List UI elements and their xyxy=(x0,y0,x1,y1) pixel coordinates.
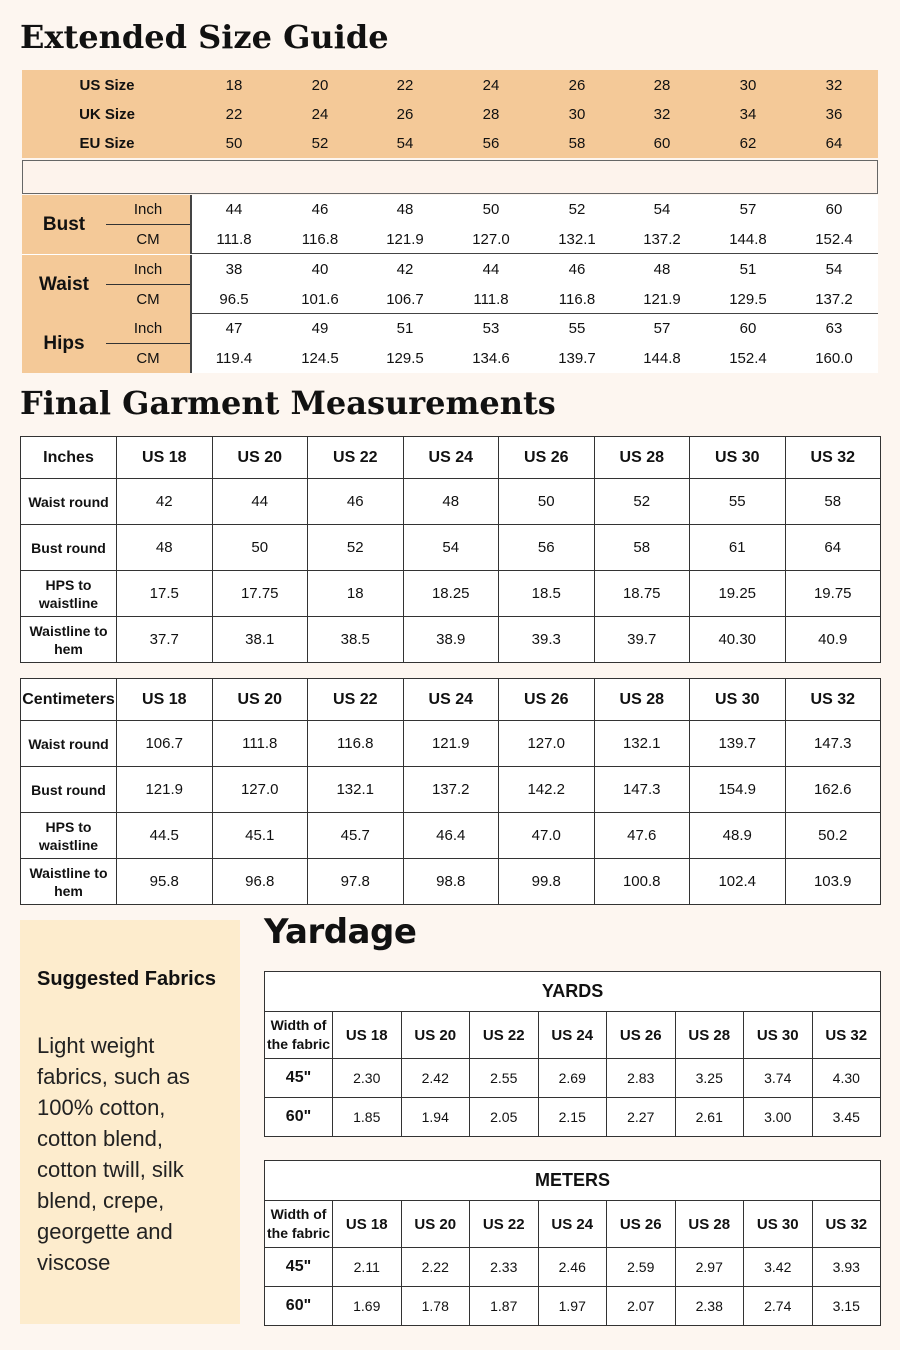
cell-value: 38.9 xyxy=(403,617,499,663)
table-row xyxy=(21,859,881,905)
fabrics-heading: Suggested Fabrics xyxy=(37,968,216,990)
cm-value: 111.8 xyxy=(216,231,252,248)
cm-value: 129.5 xyxy=(386,350,424,367)
cell-value: 2.55 xyxy=(470,1059,539,1098)
cm-value: 106.7 xyxy=(386,290,424,308)
cell-value: 18.25 xyxy=(403,571,499,617)
cell-value: 102.4 xyxy=(690,859,786,905)
cell-value: 19.25 xyxy=(690,571,786,617)
cm-value: 116.8 xyxy=(301,231,339,248)
size-column-header: US 26 xyxy=(499,437,595,479)
cell-value: 2.83 xyxy=(607,1059,676,1098)
size-value: 24 xyxy=(482,77,500,94)
cell-value: 162.6 xyxy=(785,767,881,813)
cell-value: 38.1 xyxy=(212,617,308,663)
row-label: Waistline to hem xyxy=(21,859,117,905)
size-value: 18 xyxy=(225,77,243,94)
row-label: Waist round xyxy=(21,479,117,525)
size-column-header: US 30 xyxy=(744,1012,813,1059)
size-column-header: US 20 xyxy=(212,437,308,479)
cm-value: 96.5 xyxy=(219,290,249,308)
cell-value: 44 xyxy=(212,479,308,525)
cell-value: 95.8 xyxy=(117,859,213,905)
cell-value: 50 xyxy=(499,479,595,525)
cell-value: 1.94 xyxy=(401,1098,470,1137)
cell-value: 44.5 xyxy=(117,813,213,859)
cell-value: 132.1 xyxy=(594,721,690,767)
header-row xyxy=(265,1201,881,1248)
cell-value: 3.25 xyxy=(675,1059,744,1098)
unit-header: Inches xyxy=(21,437,117,479)
size-column-header: US 22 xyxy=(470,1201,539,1248)
cell-value: 100.8 xyxy=(594,859,690,905)
unit-cm-label: CM xyxy=(136,350,160,367)
cell-value: 50.2 xyxy=(785,813,881,859)
cm-value: 144.8 xyxy=(729,231,767,248)
yardage-yards-table xyxy=(264,971,881,1137)
cell-value: 52 xyxy=(594,479,690,525)
cell-value: 2.61 xyxy=(675,1098,744,1137)
size-value: 30 xyxy=(739,77,757,94)
size-column-header: US 22 xyxy=(308,679,404,721)
inch-value: 44 xyxy=(225,201,243,218)
fabric-width-label: 45" xyxy=(265,1059,333,1098)
cell-value: 3.15 xyxy=(812,1287,881,1326)
fabrics-body: Light weight fabrics, such as 100% cotton, cotton blend, cotton twill, silk blend, crepe, georgette and viscose xyxy=(37,1033,190,1275)
size-column-header: US 32 xyxy=(785,437,881,479)
cell-value: 42 xyxy=(117,479,213,525)
cm-value: 137.2 xyxy=(815,290,853,308)
inch-value: 48 xyxy=(653,260,671,278)
cell-value: 2.38 xyxy=(675,1287,744,1326)
table-row xyxy=(21,813,881,859)
size-row-label: EU Size xyxy=(79,135,135,152)
table-row xyxy=(265,1098,881,1137)
size-column-header: US 28 xyxy=(675,1012,744,1059)
inch-value: 57 xyxy=(653,320,671,337)
fabric-width-label: 60" xyxy=(265,1287,333,1326)
inch-value: 42 xyxy=(396,260,414,278)
fabrics-panel xyxy=(20,920,240,1324)
cell-value: 98.8 xyxy=(403,859,499,905)
size-column-header: US 24 xyxy=(403,679,499,721)
cm-value: 152.4 xyxy=(729,350,767,367)
cell-value: 2.30 xyxy=(333,1059,402,1098)
cm-value: 116.8 xyxy=(558,290,596,308)
cell-value: 47.0 xyxy=(499,813,595,859)
inch-value: 57 xyxy=(739,201,757,218)
size-column-header: US 20 xyxy=(401,1012,470,1059)
cm-value: 134.6 xyxy=(472,350,510,367)
size-column-header: US 28 xyxy=(594,679,690,721)
table-row xyxy=(265,1248,881,1287)
table-row xyxy=(21,721,881,767)
size-row xyxy=(22,100,878,129)
measure-group-hips xyxy=(22,314,878,373)
cell-value: 38.5 xyxy=(308,617,404,663)
header-row xyxy=(21,437,881,479)
size-row-label: UK Size xyxy=(79,106,135,123)
unit-cm-label: CM xyxy=(136,290,160,308)
size-value: 64 xyxy=(825,135,843,152)
garment-title: Final Garment Measurements xyxy=(20,384,556,422)
cell-value: 56 xyxy=(499,525,595,571)
row-label: Waistline to hem xyxy=(21,617,117,663)
row-label: Bust round xyxy=(21,525,117,571)
inch-value: 63 xyxy=(825,320,843,337)
table-row xyxy=(21,767,881,813)
row-label: HPS to waistline xyxy=(21,571,117,617)
inch-value: 51 xyxy=(739,260,757,278)
size-column-header: US 26 xyxy=(499,679,595,721)
size-column-header: US 30 xyxy=(690,437,786,479)
size-value: 30 xyxy=(568,106,586,123)
size-column-header: US 24 xyxy=(538,1012,607,1059)
size-column-header: US 18 xyxy=(333,1201,402,1248)
body-measurements-block xyxy=(22,195,878,373)
yardage-title: Yardage xyxy=(264,912,417,952)
cell-value: 127.0 xyxy=(212,767,308,813)
cell-value: 106.7 xyxy=(117,721,213,767)
cell-value: 3.42 xyxy=(744,1248,813,1287)
cell-value: 18.5 xyxy=(499,571,595,617)
cell-value: 116.8 xyxy=(308,721,404,767)
cell-value: 142.2 xyxy=(499,767,595,813)
cell-value: 48 xyxy=(117,525,213,571)
cell-value: 19.75 xyxy=(785,571,881,617)
inch-value: 51 xyxy=(396,320,414,337)
size-column-header: US 28 xyxy=(594,437,690,479)
size-value: 24 xyxy=(311,106,329,123)
cm-value: 160.0 xyxy=(815,350,853,367)
size-row xyxy=(22,129,878,158)
fabric-width-label: 45" xyxy=(265,1248,333,1287)
cell-value: 2.11 xyxy=(333,1248,402,1287)
cm-value: 119.4 xyxy=(215,350,253,367)
garment-cm-table xyxy=(20,678,881,905)
unit-title: YARDS xyxy=(265,972,881,1012)
size-column-header: US 18 xyxy=(333,1012,402,1059)
size-column-header: US 24 xyxy=(538,1201,607,1248)
cell-value: 3.74 xyxy=(744,1059,813,1098)
size-value: 32 xyxy=(825,77,843,94)
cell-value: 52 xyxy=(308,525,404,571)
cell-value: 154.9 xyxy=(690,767,786,813)
cell-value: 111.8 xyxy=(212,721,308,767)
cell-value: 18 xyxy=(308,571,404,617)
cell-value: 1.69 xyxy=(333,1287,402,1326)
table-row xyxy=(21,525,881,571)
inch-value: 53 xyxy=(482,320,500,337)
size-value: 34 xyxy=(739,106,757,123)
inch-value: 54 xyxy=(653,201,671,218)
row-label: HPS to waistline xyxy=(21,813,117,859)
cell-value: 58 xyxy=(594,525,690,571)
cell-value: 127.0 xyxy=(499,721,595,767)
cell-value: 46.4 xyxy=(403,813,499,859)
size-column-header: US 30 xyxy=(690,679,786,721)
cell-value: 17.5 xyxy=(117,571,213,617)
size-column-header: US 26 xyxy=(607,1201,676,1248)
cell-value: 99.8 xyxy=(499,859,595,905)
cell-value: 147.3 xyxy=(785,721,881,767)
cell-value: 2.33 xyxy=(470,1248,539,1287)
cell-value: 40.30 xyxy=(690,617,786,663)
cell-value: 147.3 xyxy=(594,767,690,813)
size-guide-title: Extended Size Guide xyxy=(20,18,389,56)
cm-value: 139.7 xyxy=(558,350,596,367)
cell-value: 137.2 xyxy=(403,767,499,813)
cell-value: 1.85 xyxy=(333,1098,402,1137)
cm-value: 137.2 xyxy=(643,231,681,248)
cell-value: 45.1 xyxy=(212,813,308,859)
cell-value: 97.8 xyxy=(308,859,404,905)
size-column-header: US 32 xyxy=(785,679,881,721)
cm-value: 111.8 xyxy=(473,290,509,308)
cell-value: 18.75 xyxy=(594,571,690,617)
table-row xyxy=(265,1059,881,1098)
size-column-header: US 22 xyxy=(470,1012,539,1059)
cell-value: 48 xyxy=(403,479,499,525)
cell-value: 40.9 xyxy=(785,617,881,663)
table-row xyxy=(21,617,881,663)
width-header: Width of the fabric xyxy=(265,1201,333,1248)
cell-value: 3.93 xyxy=(812,1248,881,1287)
size-column-header: US 24 xyxy=(403,437,499,479)
cell-value: 1.78 xyxy=(401,1287,470,1326)
cell-value: 121.9 xyxy=(403,721,499,767)
cell-value: 54 xyxy=(403,525,499,571)
measure-name: Waist xyxy=(39,273,89,295)
size-value: 26 xyxy=(568,77,586,94)
size-column-header: US 30 xyxy=(744,1201,813,1248)
inch-value: 40 xyxy=(311,260,329,278)
size-value: 56 xyxy=(482,135,500,152)
inch-value: 49 xyxy=(311,320,329,337)
inch-value: 54 xyxy=(825,260,843,278)
cell-value: 37.7 xyxy=(117,617,213,663)
inch-value: 50 xyxy=(482,201,500,218)
cm-value: 101.6 xyxy=(301,290,339,308)
cell-value: 121.9 xyxy=(117,767,213,813)
unit-header: Centimeters xyxy=(21,679,117,721)
unit-title: METERS xyxy=(265,1161,881,1201)
row-label: Bust round xyxy=(21,767,117,813)
cell-value: 47.6 xyxy=(594,813,690,859)
cm-value: 127.0 xyxy=(472,231,510,248)
width-header: Width of the fabric xyxy=(265,1012,333,1059)
cell-value: 139.7 xyxy=(690,721,786,767)
cell-value: 4.30 xyxy=(812,1059,881,1098)
cell-value: 2.15 xyxy=(538,1098,607,1137)
cell-value: 3.00 xyxy=(744,1098,813,1137)
cell-value: 2.07 xyxy=(607,1287,676,1326)
cm-value: 121.9 xyxy=(386,231,424,248)
cell-value: 58 xyxy=(785,479,881,525)
inch-value: 46 xyxy=(568,260,586,278)
table-row xyxy=(265,1287,881,1326)
cell-value: 1.87 xyxy=(470,1287,539,1326)
unit-inch-label: Inch xyxy=(133,260,163,278)
size-column-header: US 26 xyxy=(607,1012,676,1059)
size-column-header: US 32 xyxy=(812,1201,881,1248)
inch-value: 47 xyxy=(225,320,243,337)
unit-inch-label: Inch xyxy=(133,320,163,337)
size-conversion-block xyxy=(22,70,878,158)
cell-value: 2.22 xyxy=(401,1248,470,1287)
size-column-header: US 32 xyxy=(812,1012,881,1059)
cell-value: 46 xyxy=(308,479,404,525)
measure-name: Hips xyxy=(43,333,85,354)
cell-value: 2.59 xyxy=(607,1248,676,1287)
size-value: 26 xyxy=(396,106,414,123)
inch-value: 48 xyxy=(396,201,414,218)
garment-inches-table xyxy=(20,436,881,663)
cell-value: 55 xyxy=(690,479,786,525)
size-column-header: US 20 xyxy=(212,679,308,721)
size-column-header: US 22 xyxy=(308,437,404,479)
size-value: 54 xyxy=(396,135,414,152)
header-row xyxy=(21,679,881,721)
size-column-header: US 18 xyxy=(117,679,213,721)
size-value: 60 xyxy=(653,135,671,152)
cell-value: 39.3 xyxy=(499,617,595,663)
header-row xyxy=(265,1012,881,1059)
cell-value: 132.1 xyxy=(308,767,404,813)
fabric-width-label: 60" xyxy=(265,1098,333,1137)
cell-value: 2.74 xyxy=(744,1287,813,1326)
size-column-header: US 18 xyxy=(117,437,213,479)
cm-value: 144.8 xyxy=(643,350,681,367)
cell-value: 1.97 xyxy=(538,1287,607,1326)
cell-value: 17.75 xyxy=(212,571,308,617)
measure-group-waist xyxy=(22,255,878,314)
inch-value: 46 xyxy=(311,201,329,218)
cell-value: 2.69 xyxy=(538,1059,607,1098)
cell-value: 96.8 xyxy=(212,859,308,905)
size-value: 52 xyxy=(311,135,329,152)
cell-value: 39.7 xyxy=(594,617,690,663)
size-value: 50 xyxy=(225,135,243,152)
size-column-header: US 20 xyxy=(401,1201,470,1248)
size-value: 62 xyxy=(739,135,757,152)
spacer-row xyxy=(22,160,878,194)
table-row xyxy=(21,479,881,525)
inch-value: 52 xyxy=(568,201,586,218)
cell-value: 2.05 xyxy=(470,1098,539,1137)
inch-value: 60 xyxy=(739,320,757,337)
size-column-header: US 28 xyxy=(675,1201,744,1248)
size-value: 22 xyxy=(225,106,243,123)
inch-value: 38 xyxy=(225,260,243,278)
inch-value: 55 xyxy=(568,320,586,337)
cell-value: 2.27 xyxy=(607,1098,676,1137)
measure-name: Bust xyxy=(42,214,86,235)
size-value: 28 xyxy=(653,77,671,94)
size-value: 32 xyxy=(653,106,671,123)
cell-value: 64 xyxy=(785,525,881,571)
cell-value: 103.9 xyxy=(785,859,881,905)
row-label: Waist round xyxy=(21,721,117,767)
title-row xyxy=(265,972,881,1012)
size-value: 22 xyxy=(396,77,414,94)
table-row xyxy=(21,571,881,617)
unit-cm-label: CM xyxy=(136,231,160,248)
cell-value: 2.46 xyxy=(538,1248,607,1287)
cm-value: 152.4 xyxy=(815,231,853,248)
cm-value: 129.5 xyxy=(729,290,767,308)
cell-value: 45.7 xyxy=(308,813,404,859)
title-row xyxy=(265,1161,881,1201)
inch-value: 44 xyxy=(482,260,500,278)
size-row-label: US Size xyxy=(79,77,135,94)
cm-value: 132.1 xyxy=(558,231,596,248)
size-value: 58 xyxy=(568,135,586,152)
yardage-meters-table xyxy=(264,1160,881,1326)
cm-value: 121.9 xyxy=(643,290,681,308)
cm-value: 124.5 xyxy=(301,350,339,367)
cell-value: 3.45 xyxy=(812,1098,881,1137)
measure-group-bust xyxy=(22,195,878,254)
cell-value: 48.9 xyxy=(690,813,786,859)
size-value: 28 xyxy=(482,106,500,123)
cell-value: 61 xyxy=(690,525,786,571)
inch-value: 60 xyxy=(825,201,843,218)
cell-value: 2.42 xyxy=(401,1059,470,1098)
cell-value: 2.97 xyxy=(675,1248,744,1287)
size-row xyxy=(22,71,878,100)
size-value: 36 xyxy=(825,106,843,123)
unit-inch-label: Inch xyxy=(133,201,163,218)
size-value: 20 xyxy=(311,77,329,94)
cell-value: 50 xyxy=(212,525,308,571)
